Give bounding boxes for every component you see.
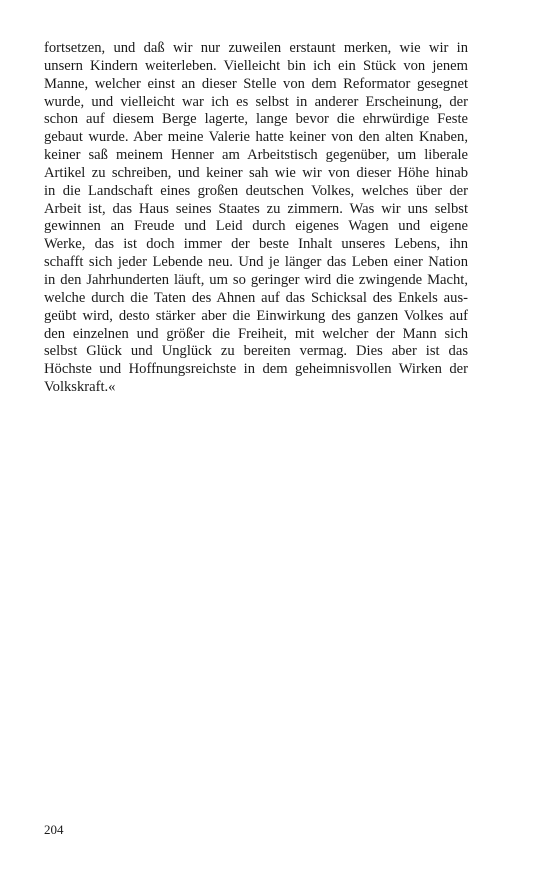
text-line: Manne, welcher einst an dieser Stelle von dem Reformator gesegnet [44,75,468,92]
text-line: gewinnen an Freude und Leid durch eigenes Wagen und eigene [44,218,468,235]
text-line: Arbeit ist, das Haus seines Staates zu zimmern. Was wir uns selbst [44,200,468,217]
text-line: unsern Kindern weiterleben. Vielleicht bin ich ein Stück von jenem [44,57,468,74]
text-line: den einzelnen und größer die Freiheit, mit welcher der Mann sich [44,325,468,342]
text-line: gebaut wurde. Aber meine Valerie hatte keiner von den alten Knaben, [44,129,468,146]
text-line: keiner saß meinem Henner am Arbeitstisch gegenüber, um liberale [44,147,468,164]
text-line: schon auf diesem Berge lagerte, lange bevor die ehrwürdige Feste [44,111,468,128]
body-paragraph [44,40,468,397]
text-line: wurde, und vielleicht war ich es selbst in anderer Erscheinung, der [44,93,468,110]
text-line: geübt wird, desto stärker aber die Einwirkung des ganzen Volkes auf [44,307,468,324]
text-line: in die Landschaft eines großen deutschen Volkes, welches über der [44,182,468,199]
text-line: fortsetzen, und daß wir nur zuweilen erstaunt merken, wie wir in [44,40,468,56]
text-line: Artikel zu schreiben, und keiner sah wie wir von dieser Höhe hinab [44,164,468,181]
text-line: welche durch die Taten des Ahnen auf das Schicksal des Enkels aus- [44,289,468,306]
text-line: selbst Glück und Unglück zu bereiten vermag. Dies aber ist das [44,343,468,360]
text-line: in den Jahrhunderten läuft, um so geringer wird die zwingende Macht, [44,271,468,288]
text-line-last: Volkskraft.« [44,379,116,396]
text-line: Höchste und Hoffnungsreichste in dem geheimnisvollen Wirken der [44,361,468,378]
text-line: Werke, das ist doch immer der beste Inhalt unseres Lebens, ihn [44,236,468,253]
text-line: schafft sich jeder Lebende neu. Und je länger das Leben einer Nation [44,254,468,271]
page-number: 204 [44,822,64,837]
